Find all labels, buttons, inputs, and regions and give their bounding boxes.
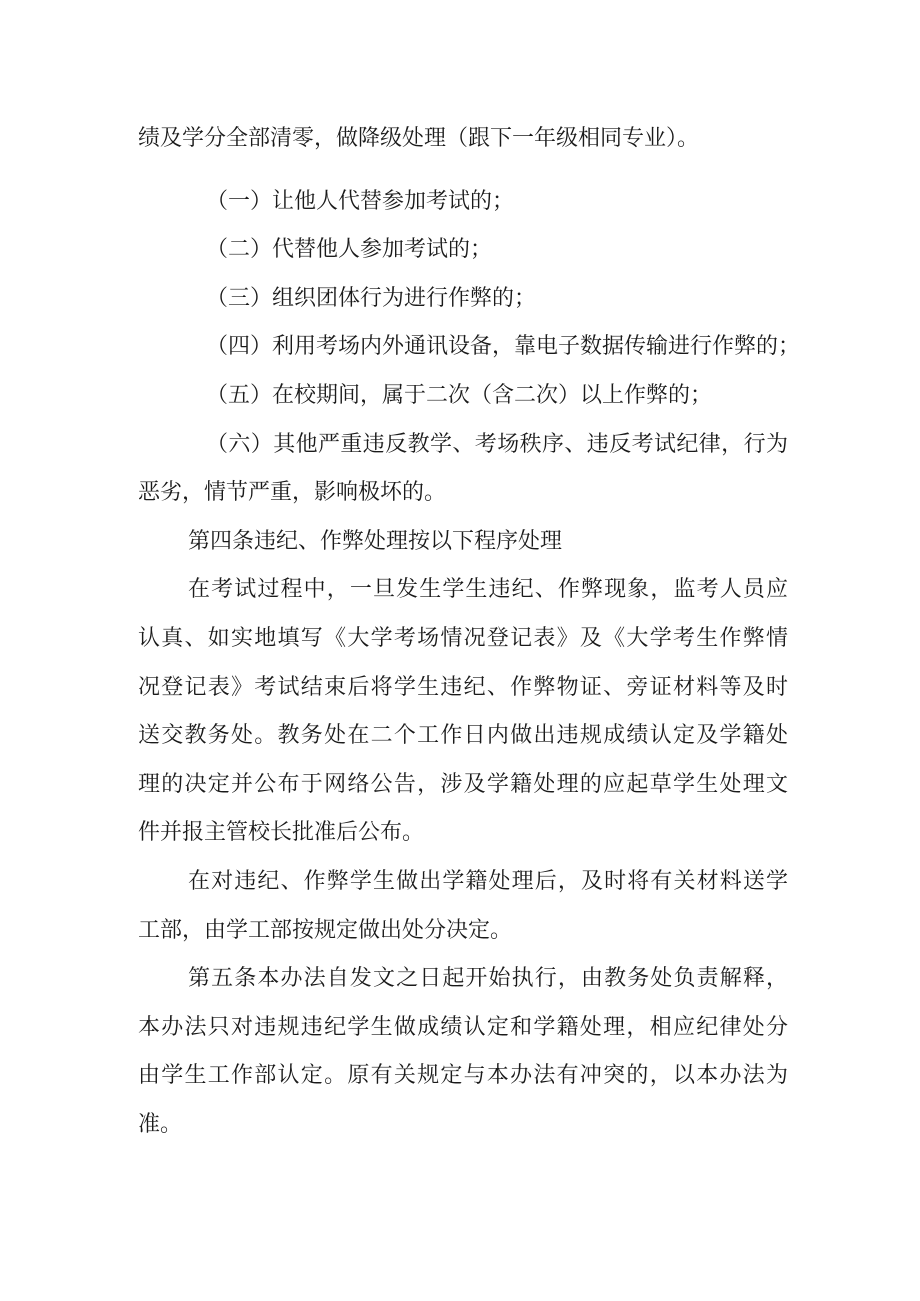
paragraph-line: 绩及学分全部清零，做降级处理（跟下一年级相同专业）。 xyxy=(138,126,700,151)
paragraph-line: 送交教务处。教务处在二个工作日内做出违规成绩认定及学籍处 xyxy=(138,723,788,749)
paragraph-line: 况登记表》考试结束后将学生违纪、作弊物证、旁证材料等及时 xyxy=(138,674,788,700)
paragraph-line: 理的决定并公布于网络公告，涉及学籍处理的应起草学生处理文 xyxy=(138,771,788,797)
paragraph-line: 本办法只对违规违纪学生做成绩认定和学籍处理，相应纪律处分 xyxy=(138,1014,788,1040)
article-5-line: 第五条本办法自发文之日起开始执行，由教务处负责解释， xyxy=(188,966,788,992)
paragraph-line: 工部，由学工部按规定做出处分决定。 xyxy=(138,917,513,943)
paragraph-line: 由学生工作部认定。原有关规定与本办法有冲突的，以本办法为 xyxy=(138,1063,788,1089)
article-4-heading: 第四条违纪、作弊处理按以下程序处理 xyxy=(188,528,563,554)
list-item-5: （五）在校期间，属于二次（含二次）以上作弊的； xyxy=(206,382,713,408)
document-body xyxy=(138,115,801,1149)
list-item-4: （四）利用考场内外通讯设备，靠电子数据传输进行作弊的； xyxy=(206,334,801,360)
list-item-6: （六）其他严重违反教学、考场秩序、违反考试纪律，行为 xyxy=(206,431,788,457)
paragraph-line: 在对违纪、作弊学生做出学籍处理后，及时将有关材料送学 xyxy=(188,868,788,894)
list-item-3: （三）组织团体行为进行作弊的； xyxy=(206,285,537,311)
paragraph-line: 认真、如实地填写《大学考场情况登记表》及《大学考生作弊情 xyxy=(138,625,788,651)
paragraph-line: 件并报主管校长批准后公布。 xyxy=(138,820,425,846)
paragraph-line: 在考试过程中，一旦发生学生违纪、作弊现象，监考人员应 xyxy=(188,577,788,603)
list-item-2: （二）代替他人参加考试的； xyxy=(206,237,493,263)
paragraph-line: 准。 xyxy=(138,1111,183,1137)
list-item-6-continued: 恶劣，情节严重，影响极坏的。 xyxy=(138,480,447,506)
list-item-1: （一）让他人代替参加考试的； xyxy=(206,188,515,214)
